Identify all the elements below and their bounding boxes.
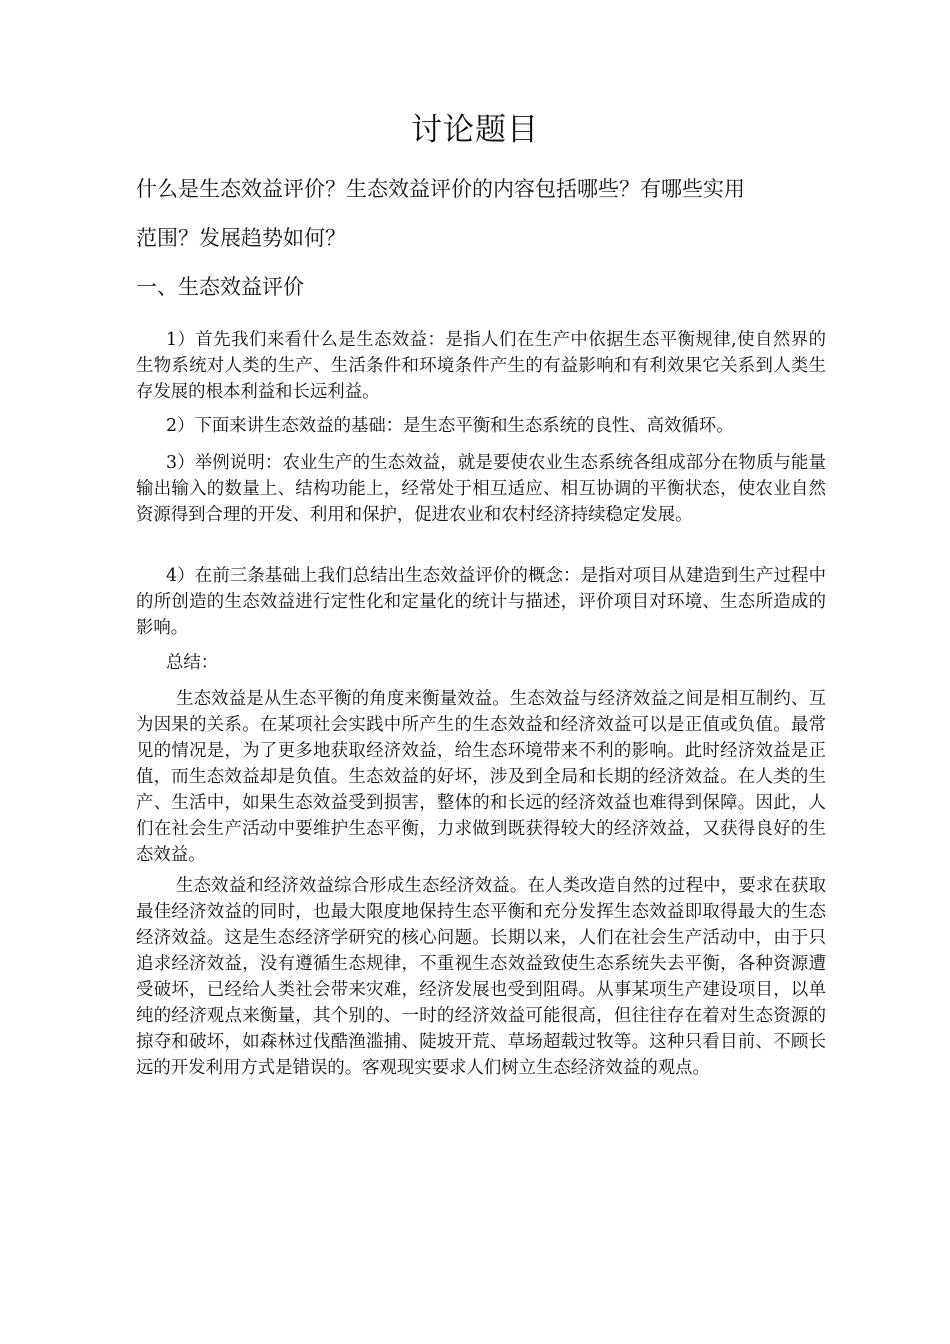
document-title: 讨论题目 [411, 112, 539, 148]
paragraph-example: 3）举例说明：农业生产的生态效益，就是要使农业生态系统各组成部分在物质与能量输出输入的数量上、结构功能上，经常处于相互适应、相互协调的平衡状态，使农业自然资源得到合理的开发、利用和保护，促进农业和农村经济持续稳定发展。 [136, 453, 826, 525]
paragraph-summary-2: 生态效益和经济效益综合形成生态经济效益。在人类改造自然的过程中，要求在获取最佳经济效益的同时，也最大限度地保持生态平衡和充分发挥生态效益即取得最大的生态经济效益。这是生态经济学研究的核心问题。长期以来，人们在社会生产活动中，由于只追求经济效益，没有遵循生态规律，不重视生态效益致使生态系统失去平衡，各种资源遭受破坏，已经给人类社会带来灾难，经济发展也受到阻碍。从事某项生产建设项目，以单纯的经济观点来衡量，其个别的、一时的经济效益可能很高，但往往存在着对生态资源的掠夺和破坏，如森林过伐酷渔滥捕、陡坡开荒、草场超载过牧等。这种只看目前、不顾长远的开发利用方式是错误的。客观现实要求人们树立生态经济效益的观点。 [136, 876, 826, 1078]
paragraph-basis: 2）下面来讲生态效益的基础：是生态平衡和生态系统的良性、高效循环。 [166, 416, 734, 436]
section-heading: 一、生态效益评价 [136, 275, 304, 299]
paragraph-definition: 1）首先我们来看什么是生态效益：是指人们在生产中依据生态平衡规律,使自然界的生物系统对人类的生产、生活条件和环境条件产生的有益影响和有利效果它关系到人类生存发展的根本利益和长远利益。 [136, 330, 826, 402]
paragraph-summary-1: 生态效益是从生态平衡的角度来衡量效益。生态效益与经济效益之间是相互制约、互为因果的关系。在某项社会实践中所产生的生态效益和经济效益可以是正值或负值。最常见的情况是，为了更多地获取经济效益，给生态环境带来不利的影响。此时经济效益是正值，而生态效益却是负值。生态效益的好坏，涉及到全局和长期的经济效益。在人类的生产、生活中，如果生态效益受到损害，整体的和长远的经济效益也难得到保障。因此，人们在社会生产活动中要维护生态平衡，力求做到既获得较大的经济效益，又获得良好的生态效益。 [136, 689, 826, 865]
summary-label: 总结： [166, 653, 219, 673]
paragraph-concept: 4）在前三条基础上我们总结出生态效益评价的概念：是指对项目从建造到生产过程中的所创造的生态效益进行定性化和定量化的统计与描述，评价项目对环境、生态所造成的影响。 [136, 566, 826, 638]
question-line-2: 范围？发展趋势如何？ [136, 226, 346, 250]
question-line-1: 什么是生态效益评价？生态效益评价的内容包括哪些？有哪些实用 [136, 177, 745, 201]
